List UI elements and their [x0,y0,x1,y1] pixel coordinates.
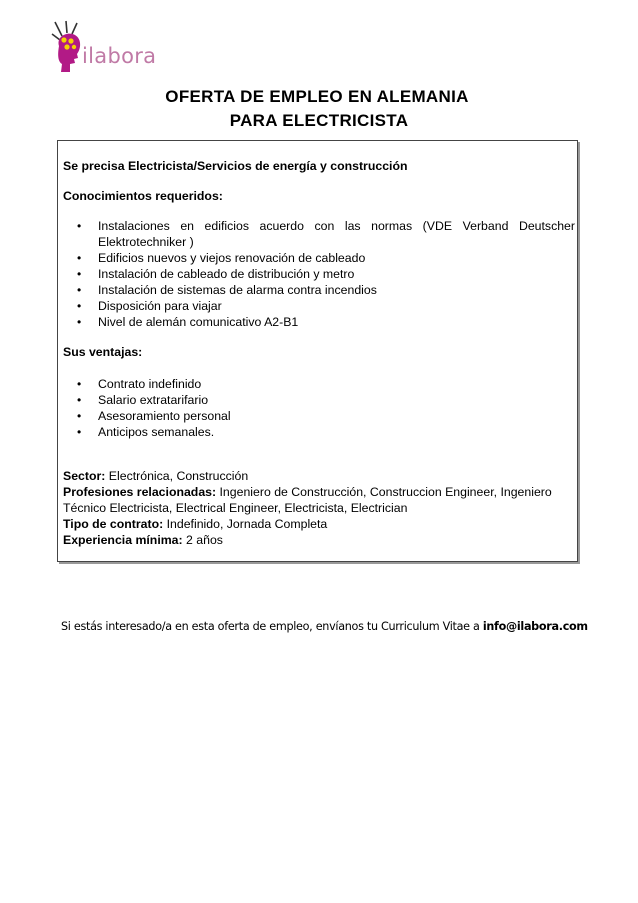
list-item: • Edificios nuevos y viejos renovación de cableado [77,251,366,265]
experience-label: Experiencia mínima: [63,533,183,547]
list-item: • Instalación de sistemas de alarma contra incendios [77,283,377,297]
advantages-list [63,376,575,440]
professions-line [63,484,575,516]
bullet-icon: • [77,267,82,281]
knowledge-heading: Conocimientos requeridos: [63,189,223,203]
logo [50,20,160,78]
experience-line [63,532,575,548]
logo-text: ilabora [82,44,157,68]
bullet-icon: • [77,283,82,297]
list-item: • Instalaciones en edificios acuerdo con las normas (VDE Verband Deutscher Elektrotechniker ) [77,219,575,249]
contract-line [63,516,575,532]
list-item: • Contrato indefinido [77,377,202,391]
intro-text: Se precisa Electricista/Servicios de energía y construcción [63,159,408,173]
professions-value: Ingeniero de Construcción, Construccion Engineer, Ingeniero Técnico Electricista, Electrical Engineer, Electricista, Electrician [63,485,552,515]
list-item: • Asesoramiento personal [77,409,231,423]
page-title-line1: OFERTA DE EMPLEO EN ALEMANIA [165,87,469,106]
footer-text: Si estás interesado/a en esta oferta de empleo, envíanos tu Curriculum Vitae a [61,620,483,633]
job-offer-box [57,140,578,562]
bullet-icon: • [77,315,82,329]
knowledge-list [63,218,575,330]
footer-note [61,620,588,633]
advantages-heading: Sus ventajas: [63,345,143,359]
bullet-icon: • [77,409,82,423]
sector-value: Electrónica, Construcción [105,469,249,483]
page-title-line2: PARA ELECTRICISTA [229,111,409,130]
list-item: • Anticipos semanales. [77,425,215,439]
contract-value: Indefinido, Jornada Completa [163,517,328,531]
bullet-icon: • [77,251,82,265]
bullet-icon: • [77,219,82,233]
sector-line [63,468,575,484]
contract-label: Tipo de contrato: [63,517,164,531]
experience-value: 2 años [182,533,223,547]
professions-label: Profesiones relacionadas: [63,485,217,499]
bullet-icon: • [77,425,82,439]
bullet-icon: • [77,299,82,313]
bullet-icon: • [77,377,82,391]
list-item: • Nivel de alemán comunicativo A2-B1 [77,315,299,329]
list-item: • Salario extratarifario [77,393,209,407]
contact-email-link[interactable]: info@ilabora.com [482,620,588,633]
list-item: • Instalación de cableado de distribución y metro [77,267,355,281]
sector-label: Sector: [63,469,106,483]
list-item: • Disposición para viajar [77,299,222,313]
bullet-icon: • [77,393,82,407]
